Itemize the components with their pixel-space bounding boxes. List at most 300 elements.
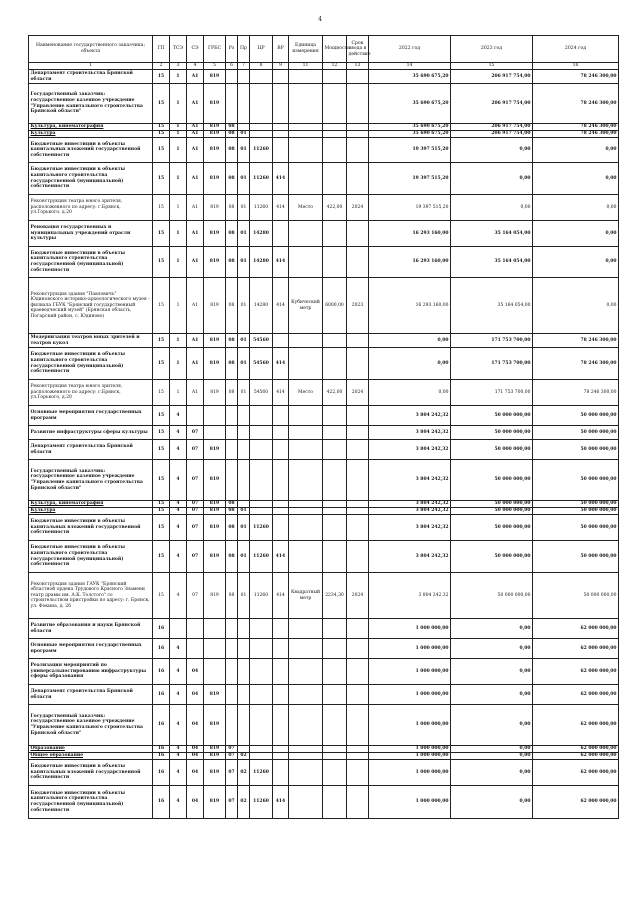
table-cell: 0,00 (451, 163, 533, 195)
table-cell (323, 619, 347, 639)
table-cell: 4 (170, 639, 187, 659)
table-cell (226, 440, 238, 460)
table-cell: 4 (170, 515, 187, 541)
table-cell: 422,00 (323, 195, 347, 221)
table-cell: 206 917 754,00 (451, 84, 533, 124)
table-cell: 50 000 000,00 (451, 440, 533, 460)
table-cell (323, 685, 347, 705)
table-cell (250, 619, 273, 639)
table-cell: 15 (153, 426, 170, 440)
table-cell (204, 659, 226, 685)
header-cell: ГРБС (204, 36, 226, 63)
table-cell: 16 (153, 619, 170, 639)
table-cell: 07 (187, 541, 204, 573)
row-name-cell: Развитие образования и науки Брянской области (29, 619, 153, 639)
table-cell: А1 (187, 221, 204, 247)
row-name-cell: Государственный заказчик: государственное казенное учреждение "Управление капитального строительства Брянской области" (29, 84, 153, 124)
table-cell: 15 (153, 573, 170, 619)
row-name-cell: Бюджетные инвестиции в объекты капитального строительства государственной (муниципальной) собственности (29, 541, 153, 573)
table-cell (289, 659, 323, 685)
table-cell: 819 (204, 501, 226, 508)
table-cell: 15 (153, 508, 170, 515)
table-cell: 4 (170, 541, 187, 573)
table-cell: 35 164 054,00 (451, 247, 533, 278)
table-cell (347, 753, 369, 760)
table-cell (323, 124, 347, 131)
table-cell: 4 (170, 440, 187, 460)
table-cell: 14280 (250, 221, 273, 247)
table-cell: 819 (204, 348, 226, 380)
table-cell (273, 131, 289, 138)
table-cell: 3 804 242,32 (369, 406, 451, 426)
header-cell: 2023 год (451, 36, 533, 63)
table-cell (204, 619, 226, 639)
table-cell (347, 515, 369, 541)
row-name-cell: Основные мероприятия государственных программ (29, 639, 153, 659)
table-cell: 08 (226, 541, 238, 573)
table-row (29, 348, 619, 380)
table-cell: 819 (204, 163, 226, 195)
table-cell: 15 (153, 84, 170, 124)
table-cell: 0,00 (451, 753, 533, 760)
table-cell: 62 000 000,00 (533, 760, 619, 786)
table-cell (323, 515, 347, 541)
table-cell: 1 (170, 84, 187, 124)
table-cell: 819 (204, 334, 226, 348)
table-cell: 50 000 000,00 (451, 501, 533, 508)
row-name-cell: Реконструкция театра юного зрителя, расположенного по адресу: г.Брянск, ул.Горького, д.20 (29, 380, 153, 406)
table-cell: 11260 (250, 786, 273, 819)
table-cell: 15 (153, 247, 170, 278)
table-cell (347, 348, 369, 380)
table-cell: 819 (204, 760, 226, 786)
table-cell (250, 440, 273, 460)
header-cell: 2024 год (533, 36, 619, 63)
table-cell: 819 (204, 247, 226, 278)
table-cell: 11260 (250, 760, 273, 786)
table-cell (238, 659, 250, 685)
table-cell (323, 501, 347, 508)
header-cell: ВР (273, 36, 289, 63)
table-cell: 819 (204, 541, 226, 573)
table-cell (273, 440, 289, 460)
table-cell: 04 (187, 659, 204, 685)
table-cell (289, 70, 323, 84)
table-cell (226, 426, 238, 440)
table-cell (323, 348, 347, 380)
table-cell: 819 (204, 138, 226, 163)
table-cell (238, 70, 250, 84)
table-cell: 50 000 000,00 (451, 460, 533, 501)
table-cell (187, 639, 204, 659)
table-cell (250, 746, 273, 753)
table-cell: 11260 (250, 541, 273, 573)
table-cell: 08 (226, 163, 238, 195)
table-cell: 1 (170, 131, 187, 138)
table-cell (238, 746, 250, 753)
table-cell: 819 (204, 705, 226, 746)
table-cell (347, 760, 369, 786)
table-cell: 04 (187, 705, 204, 746)
table-cell: 07 (187, 426, 204, 440)
table-cell: 206 917 754,00 (451, 131, 533, 138)
table-row (29, 247, 619, 278)
table-cell: 1 000 000,00 (369, 705, 451, 746)
table-cell: 1 (170, 138, 187, 163)
column-number: 15 (451, 63, 533, 70)
table-row (29, 508, 619, 515)
header-cell: ТСЭ (170, 36, 187, 63)
table-cell: 08 (226, 195, 238, 221)
table-cell (347, 163, 369, 195)
table-cell: 2023 (347, 278, 369, 334)
table-cell: 0,00 (451, 685, 533, 705)
table-cell (226, 685, 238, 705)
table-cell (238, 685, 250, 705)
column-number: 7 (238, 63, 250, 70)
table-cell: 62 000 000,00 (533, 619, 619, 639)
table-cell: 50 000 000,00 (451, 573, 533, 619)
table-cell: 819 (204, 278, 226, 334)
table-cell (289, 406, 323, 426)
table-cell: 04 (187, 753, 204, 760)
table-cell: 4 (170, 508, 187, 515)
table-cell: 50 000 000,00 (451, 515, 533, 541)
table-row (29, 131, 619, 138)
table-cell: 171 753 700,00 (451, 380, 533, 406)
table-cell: 08 (226, 348, 238, 380)
table-cell (289, 501, 323, 508)
table-cell: 01 (238, 221, 250, 247)
table-cell: 819 (204, 786, 226, 819)
table-cell: А1 (187, 334, 204, 348)
table-cell: Место (289, 380, 323, 406)
table-cell: 50 000 000,00 (533, 515, 619, 541)
table-cell: 08 (226, 221, 238, 247)
table-cell: 04 (187, 746, 204, 753)
table-cell (289, 247, 323, 278)
row-name-cell: Бюджетные инвестиции в объекты капитальных вложений государственной собственности (29, 515, 153, 541)
table-cell: 04 (187, 760, 204, 786)
table-cell: 01 (238, 380, 250, 406)
table-cell (289, 760, 323, 786)
table-cell: 50 000 000,00 (451, 508, 533, 515)
table-cell (273, 619, 289, 639)
table-cell (226, 619, 238, 639)
table-cell (238, 84, 250, 124)
table-cell: 08 (226, 278, 238, 334)
table-cell: 54560 (250, 348, 273, 380)
table-cell (323, 760, 347, 786)
table-cell: 0,00 (451, 639, 533, 659)
table-cell (289, 746, 323, 753)
table-cell (289, 619, 323, 639)
table-cell (323, 70, 347, 84)
table-cell: 14280 (250, 247, 273, 278)
table-cell (273, 753, 289, 760)
table-row (29, 501, 619, 508)
table-cell: 01 (238, 515, 250, 541)
table-cell (347, 746, 369, 753)
table-cell: 01 (238, 195, 250, 221)
table-cell (238, 440, 250, 460)
table-cell: А1 (187, 247, 204, 278)
table-cell: 819 (204, 440, 226, 460)
table-cell: 78 246 300,00 (533, 70, 619, 84)
table-cell (238, 460, 250, 501)
table-cell (289, 221, 323, 247)
table-cell (226, 705, 238, 746)
table-row (29, 426, 619, 440)
row-name-cell: Реконструкция здания ГАУК "Брянский областной ордена Трудового Красного Знамени театр драмы им. А.К. Толстого" со строительством пристройки по адресу: г. Брянск, ул. Фокина, д. 26 (29, 573, 153, 619)
table-cell: 08 (226, 380, 238, 406)
column-number: 11 (289, 63, 323, 70)
table-cell (273, 84, 289, 124)
table-cell: 1 000 000,00 (369, 746, 451, 753)
table-cell (323, 221, 347, 247)
table-cell (273, 659, 289, 685)
table-cell: 414 (273, 573, 289, 619)
table-cell: Место (289, 195, 323, 221)
table-cell: 78 246 300,00 (533, 131, 619, 138)
table-cell: 2024 (347, 573, 369, 619)
table-cell (250, 426, 273, 440)
table-cell (289, 426, 323, 440)
table-cell: 1 (170, 334, 187, 348)
table-cell: 62 000 000,00 (533, 746, 619, 753)
table-cell: 08 (226, 501, 238, 508)
table-cell: Кубический метр (289, 278, 323, 334)
table-cell: 15 (153, 138, 170, 163)
column-number: 2 (153, 63, 170, 70)
table-cell: 16 (153, 746, 170, 753)
table-cell (323, 639, 347, 659)
table-cell: А1 (187, 138, 204, 163)
table-cell: 62 000 000,00 (533, 639, 619, 659)
table-cell: 171 753 700,00 (451, 334, 533, 348)
table-cell (347, 508, 369, 515)
column-number: 12 (323, 63, 347, 70)
table-cell: 78 246 300,00 (533, 334, 619, 348)
table-cell: 4 (170, 501, 187, 508)
table-cell: 3 804 242,32 (369, 541, 451, 573)
table-cell (347, 619, 369, 639)
table-cell: 16 (153, 760, 170, 786)
table-cell: 3 804 242,32 (369, 573, 451, 619)
table-cell: 08 (226, 124, 238, 131)
row-name-cell: Общее образование (29, 753, 153, 760)
table-cell: 1 000 000,00 (369, 786, 451, 819)
table-cell: 16 293 160,00 (369, 247, 451, 278)
table-cell: 07 (187, 460, 204, 501)
table-cell (347, 460, 369, 501)
table-cell (289, 440, 323, 460)
row-name-cell: Культура, кинематография (29, 501, 153, 508)
table-cell: 0,00 (369, 380, 451, 406)
table-cell (323, 84, 347, 124)
table-cell: 07 (226, 746, 238, 753)
table-cell: 08 (226, 515, 238, 541)
table-cell (289, 508, 323, 515)
column-number: 8 (250, 63, 273, 70)
table-cell: 15 (153, 406, 170, 426)
table-cell (347, 541, 369, 573)
table-cell: 0,00 (533, 278, 619, 334)
table-row (29, 278, 619, 334)
table-cell: 07 (187, 501, 204, 508)
table-row (29, 619, 619, 639)
table-cell: 4 (170, 746, 187, 753)
table-cell: 78 246 300,00 (533, 348, 619, 380)
table-cell: 1 000 000,00 (369, 639, 451, 659)
table-cell: 15 (153, 221, 170, 247)
table-cell (226, 659, 238, 685)
table-cell: 01 (238, 508, 250, 515)
table-cell (289, 84, 323, 124)
table-cell: 08 (226, 131, 238, 138)
table-cell: 0,00 (451, 619, 533, 639)
table-cell: 01 (238, 541, 250, 573)
row-name-cell: Бюджетные инвестиции в объекты капитального строительства государственной (муниципальной) собственности (29, 348, 153, 380)
table-cell (250, 685, 273, 705)
table-cell: 07 (187, 515, 204, 541)
table-cell: 15 (153, 124, 170, 131)
table-cell (347, 426, 369, 440)
table-cell (273, 705, 289, 746)
table-cell (238, 705, 250, 746)
table-cell: 11260 (250, 138, 273, 163)
row-name-cell: Культура (29, 131, 153, 138)
table-cell: 4 (170, 786, 187, 819)
table-cell: 171 753 700,00 (451, 348, 533, 380)
table-cell (323, 541, 347, 573)
table-cell: 2234,30 (323, 573, 347, 619)
table-cell: 414 (273, 278, 289, 334)
table-cell (273, 639, 289, 659)
table-cell: 15 (153, 541, 170, 573)
table-cell (226, 460, 238, 501)
column-number: 9 (273, 63, 289, 70)
table-cell: 01 (238, 278, 250, 334)
row-name-cell: Культура (29, 508, 153, 515)
table-cell (289, 705, 323, 746)
table-cell (273, 460, 289, 501)
table-cell: 3 804 242,32 (369, 501, 451, 508)
table-cell (250, 131, 273, 138)
table-cell (250, 659, 273, 685)
table-cell: 1 (170, 124, 187, 131)
table-cell (347, 84, 369, 124)
table-cell: 0,00 (451, 760, 533, 786)
table-cell (323, 440, 347, 460)
table-cell: 2024 (347, 380, 369, 406)
table-cell: 50 000 000,00 (533, 573, 619, 619)
table-cell: 4 (170, 760, 187, 786)
table-cell (273, 515, 289, 541)
table-cell (347, 70, 369, 84)
table-cell: 0,00 (451, 195, 533, 221)
table-cell (273, 508, 289, 515)
row-name-cell: Бюджетные инвестиции в объекты капитальных вложений государственной собственности (29, 760, 153, 786)
header-cell: 2022 год (369, 36, 451, 63)
table-cell: 0,00 (451, 138, 533, 163)
table-cell: Квадратный метр (289, 573, 323, 619)
table-row (29, 380, 619, 406)
header-cell: Единица измерения (289, 36, 323, 63)
investment-table (28, 35, 619, 819)
table-cell (347, 685, 369, 705)
table-cell: 35 164 054,00 (451, 278, 533, 334)
table-cell: 16 (153, 659, 170, 685)
table-cell: 819 (204, 685, 226, 705)
table-cell (347, 639, 369, 659)
table-cell (289, 541, 323, 573)
table-cell (250, 70, 273, 84)
table-body (29, 70, 619, 819)
header-cell: СЭ (187, 36, 204, 63)
table-cell: 78 246 300,00 (533, 380, 619, 406)
row-name-cell: Реконструкция театра юного зрителя, расположенного по адресу: г.Брянск, ул.Горького, д.20 (29, 195, 153, 221)
header-cell: Рз (226, 36, 238, 63)
table-cell: 16 293 160,00 (369, 278, 451, 334)
table-cell (226, 84, 238, 124)
table-cell: 414 (273, 163, 289, 195)
table-cell (347, 705, 369, 746)
header-cell: Наименование государственного заказчика; объекта (29, 36, 153, 63)
table-row (29, 221, 619, 247)
table-cell: 3 804 242,32 (369, 515, 451, 541)
table-cell: 15 (153, 195, 170, 221)
table-cell (323, 460, 347, 501)
table-cell (323, 334, 347, 348)
table-cell (226, 639, 238, 659)
table-cell: 08 (226, 247, 238, 278)
row-name-cell: Образование (29, 746, 153, 753)
table-cell (323, 508, 347, 515)
table-cell: 206 917 754,00 (451, 124, 533, 131)
row-name-cell: Государственный заказчик: государственное казенное учреждение "Управление капитального строительства Брянской области" (29, 705, 153, 746)
table-cell: 4 (170, 659, 187, 685)
column-number: 4 (187, 63, 204, 70)
table-cell (323, 247, 347, 278)
row-name-cell: Основные мероприятия государственных программ (29, 406, 153, 426)
table-row (29, 786, 619, 819)
column-number: 13 (347, 63, 369, 70)
table-cell: 0,00 (451, 705, 533, 746)
table-cell: 4 (170, 753, 187, 760)
table-cell: 78 246 300,00 (533, 84, 619, 124)
table-cell: 1 (170, 195, 187, 221)
table-cell (250, 84, 273, 124)
table-cell: 50 000 000,00 (533, 440, 619, 460)
table-cell: 819 (204, 460, 226, 501)
table-cell (323, 138, 347, 163)
row-name-cell: Бюджетные инвестиции в объекты капитального строительства государственной (муниципальной) собственности (29, 247, 153, 278)
table-cell: 0,00 (533, 247, 619, 278)
table-cell: 414 (273, 195, 289, 221)
table-row (29, 705, 619, 746)
table-cell: 1 (170, 247, 187, 278)
table-cell: 19 397 515,20 (369, 195, 451, 221)
table-cell (289, 163, 323, 195)
table-cell: 35 164 054,00 (451, 221, 533, 247)
table-cell: 08 (226, 334, 238, 348)
header-cell: ЦР (250, 36, 273, 63)
table-cell (323, 406, 347, 426)
table-cell: 819 (204, 508, 226, 515)
table-cell: 11260 (250, 163, 273, 195)
table-cell (347, 131, 369, 138)
